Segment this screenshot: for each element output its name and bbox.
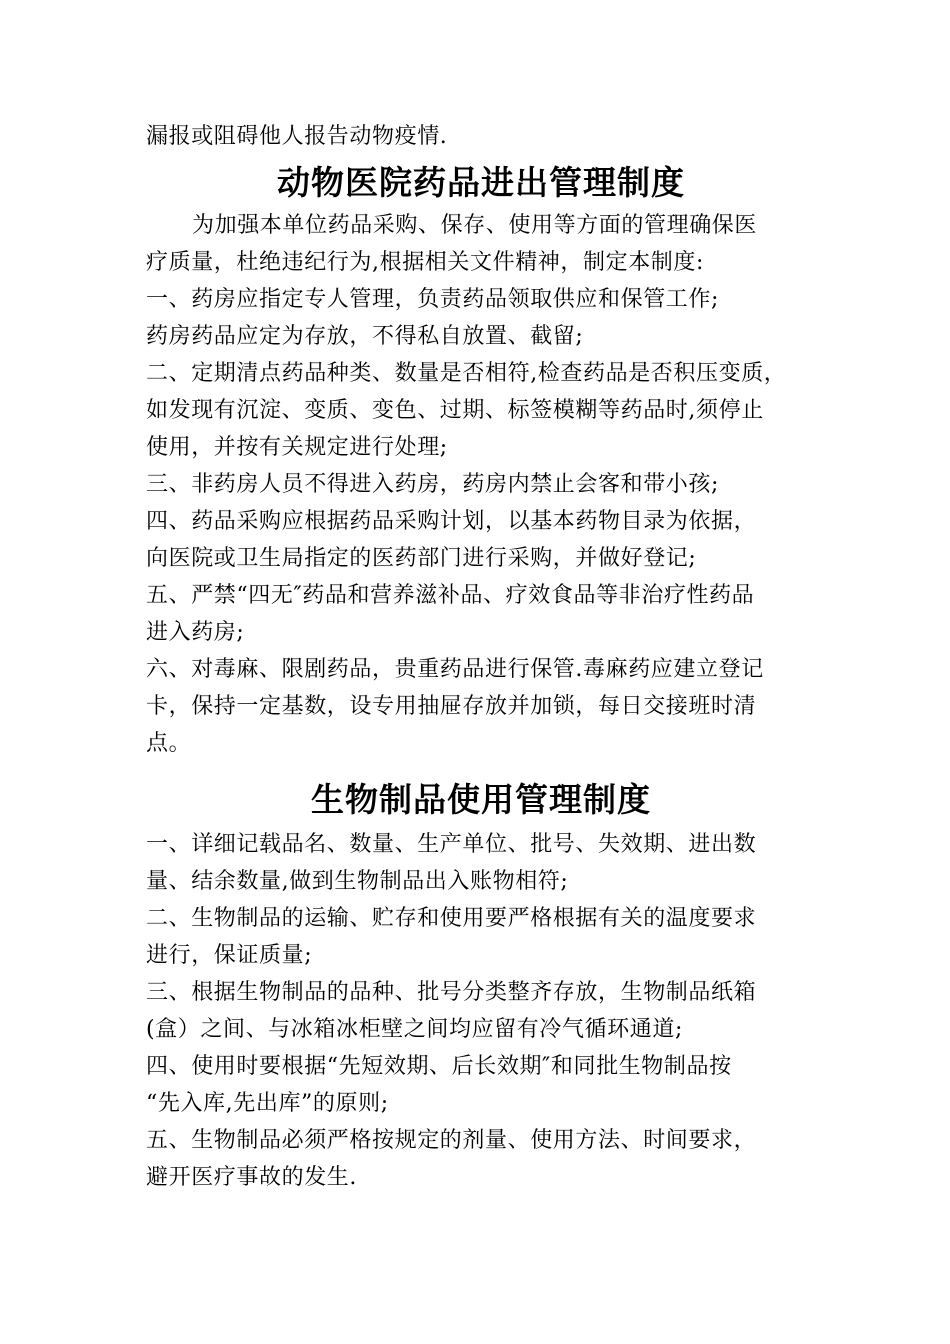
paragraph-line: 药房药品应定为存放，不得私自放置、截留; <box>146 324 584 349</box>
paragraph-line: 二、定期清点药品种类、数量是否相符,检查药品是否积压变质， <box>146 361 787 386</box>
section-body-biologics-management <box>146 826 816 1196</box>
paragraph-line: 卡，保持一定基数，设专用抽屉存放并加锁，每日交接班时清 <box>146 694 757 719</box>
paragraph-line: 量、结余数量,做到生物制品出入账物相符; <box>146 869 569 894</box>
section-body-drug-management <box>146 207 816 762</box>
paragraph-line: 进入药房; <box>146 620 245 645</box>
paragraph-line: (盒）之间、与冰箱冰柜壁之间均应留有冷气循环通道; <box>146 1017 683 1042</box>
paragraph-line: 五、严禁“四无″药品和营养滋补品、疗效食品等非治疗性药品 <box>146 583 755 608</box>
paragraph-line: 二、生物制品的运输、贮存和使用要严格根据有关的温度要求 <box>146 906 757 931</box>
paragraph-line: “先入库,先出库”的原则; <box>146 1091 389 1116</box>
paragraph-line: 点。 <box>146 731 192 756</box>
section-title-biologics-management: 生物制品使用管理制度 <box>311 780 651 819</box>
section-title-drug-management: 动物医院药品进出管理制度 <box>277 163 685 202</box>
document-content <box>146 118 816 1196</box>
paragraph-line: 为加强本单位药品采购、保存、使用等方面的管理确保医 <box>192 213 758 238</box>
paragraph-line: 三、非药房人员不得进入药房，药房内禁止会客和带小孩; <box>146 472 720 497</box>
paragraph-line: 四、使用时要根据“先短效期、后长效期″和同批生物制品按 <box>146 1054 732 1079</box>
paragraph-line: 五、生物制品必须严格按规定的剂量、使用方法、时间要求， <box>146 1128 757 1153</box>
paragraph-line: 一、详细记载品名、数量、生产单位、批号、失效期、进出数 <box>146 832 757 857</box>
paragraph-line: 使用，并按有关规定进行处理; <box>146 435 448 460</box>
paragraph-line: 如发现有沉淀、变质、变色、过期、标签模糊等药品时,须停止 <box>146 398 764 423</box>
paragraph-line: 三、根据生物制品的品种、批号分类整齐存放，生物制品纸箱 <box>146 980 757 1005</box>
paragraph-line: 进行，保证质量; <box>146 943 313 968</box>
paragraph-line: 六、对毒麻、限剧药品，贵重药品进行保管.毒麻药应建立登记 <box>146 657 764 682</box>
paragraph-line: 向医院或卫生局指定的医药部门进行采购，并做好登记; <box>146 546 697 571</box>
paragraph-line: 疗质量，杜绝违纪行为,根据相关文件精神，制定本制度: <box>146 250 705 275</box>
paragraph-line: 一、药房应指定专人管理，负责药品领取供应和保管工作; <box>146 287 720 312</box>
paragraph-line: 四、药品采购应根据药品采购计划，以基本药物目录为依据， <box>146 509 757 534</box>
paragraph-line: 避开医疗事故的发生. <box>146 1165 357 1190</box>
intro-line: 漏报或阻碍他人报告动物疫情. <box>146 124 448 149</box>
